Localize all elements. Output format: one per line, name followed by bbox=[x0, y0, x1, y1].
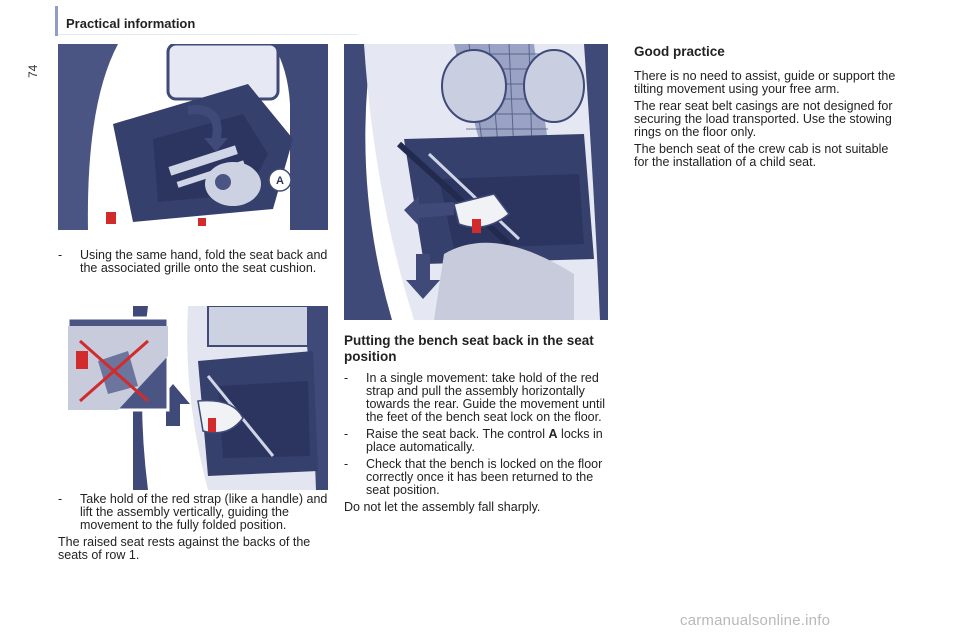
illustration-pull-bench bbox=[344, 44, 608, 320]
bench-seat-steps: - In a single movement: take hold of the red strap and pull the assembly horizontally towards the rear. Guide the movement until the feet of the bench seat lock on the floor. - Raise the seat back. The control A locks in place automatically. - Check that the bench is locked on the floor correctly once it has been returned to the seat position. Do not let the assembly fall sharply. bbox=[344, 372, 616, 514]
warning-text: Do not let the assembly fall sharply. bbox=[344, 500, 541, 514]
step-lift-text: Take hold of the red strap (like a handle) and lift the assembly vertically, guiding the movement to the fully folded position. bbox=[80, 492, 328, 532]
bench-step-3: Check that the bench is locked on the floor correctly once it has been returned to the seat position. bbox=[366, 457, 603, 497]
header-accent-bar bbox=[55, 6, 58, 36]
step-fold-text: Using the same hand, fold the seat back and the associated grille onto the seat cushion. bbox=[80, 248, 328, 275]
control-a-label: A bbox=[276, 175, 284, 187]
heading-good-practice: Good practice bbox=[634, 44, 725, 59]
header-divider bbox=[58, 34, 358, 35]
illustration-lift-assembly bbox=[58, 306, 328, 490]
note-raised-seat: The raised seat rests against the backs of the seats of row 1. bbox=[58, 535, 311, 562]
good-practice-para-3: The bench seat of the crew cab is not suitable for the installation of a child seat. bbox=[634, 142, 889, 169]
page-number: 74 bbox=[26, 64, 40, 78]
section-title: Practical information bbox=[66, 16, 196, 31]
watermark: carmanualsonline.info bbox=[680, 612, 831, 629]
heading-bench-seat: Putting the bench seat back in the seat position bbox=[344, 333, 594, 364]
control-a-ref: A bbox=[548, 427, 558, 441]
good-practice-para-1: There is no need to assist, guide or support the tilting movement using your free arm. bbox=[634, 69, 896, 96]
step-fold-seat: - Using the same hand, fold the seat back and the associated grille onto the seat cushion. bbox=[58, 249, 330, 279]
good-practice-text bbox=[634, 70, 896, 169]
good-practice-para-2: The rear seat belt casings are not designed for securing the load transported. Use the stowing rings on the floor only. bbox=[634, 99, 893, 139]
bench-step-2-text: Raise the seat back. The control bbox=[366, 427, 546, 441]
bench-step-2 bbox=[366, 428, 616, 454]
step-lift-assembly: - Take hold of the red strap (like a handle) and lift the assembly vertically, guiding the movement to the fully folded position. The raised seat rests against the backs of the seats of row 1. bbox=[58, 493, 330, 562]
bench-step-2-rest: locks in place automatically. bbox=[366, 427, 603, 454]
illustration-fold-seat bbox=[58, 44, 328, 230]
bench-step-1: In a single movement: take hold of the red strap and pull the assembly horizontally towards the rear. Guide the movement until the feet of the bench seat lock on the floor. bbox=[366, 371, 606, 424]
